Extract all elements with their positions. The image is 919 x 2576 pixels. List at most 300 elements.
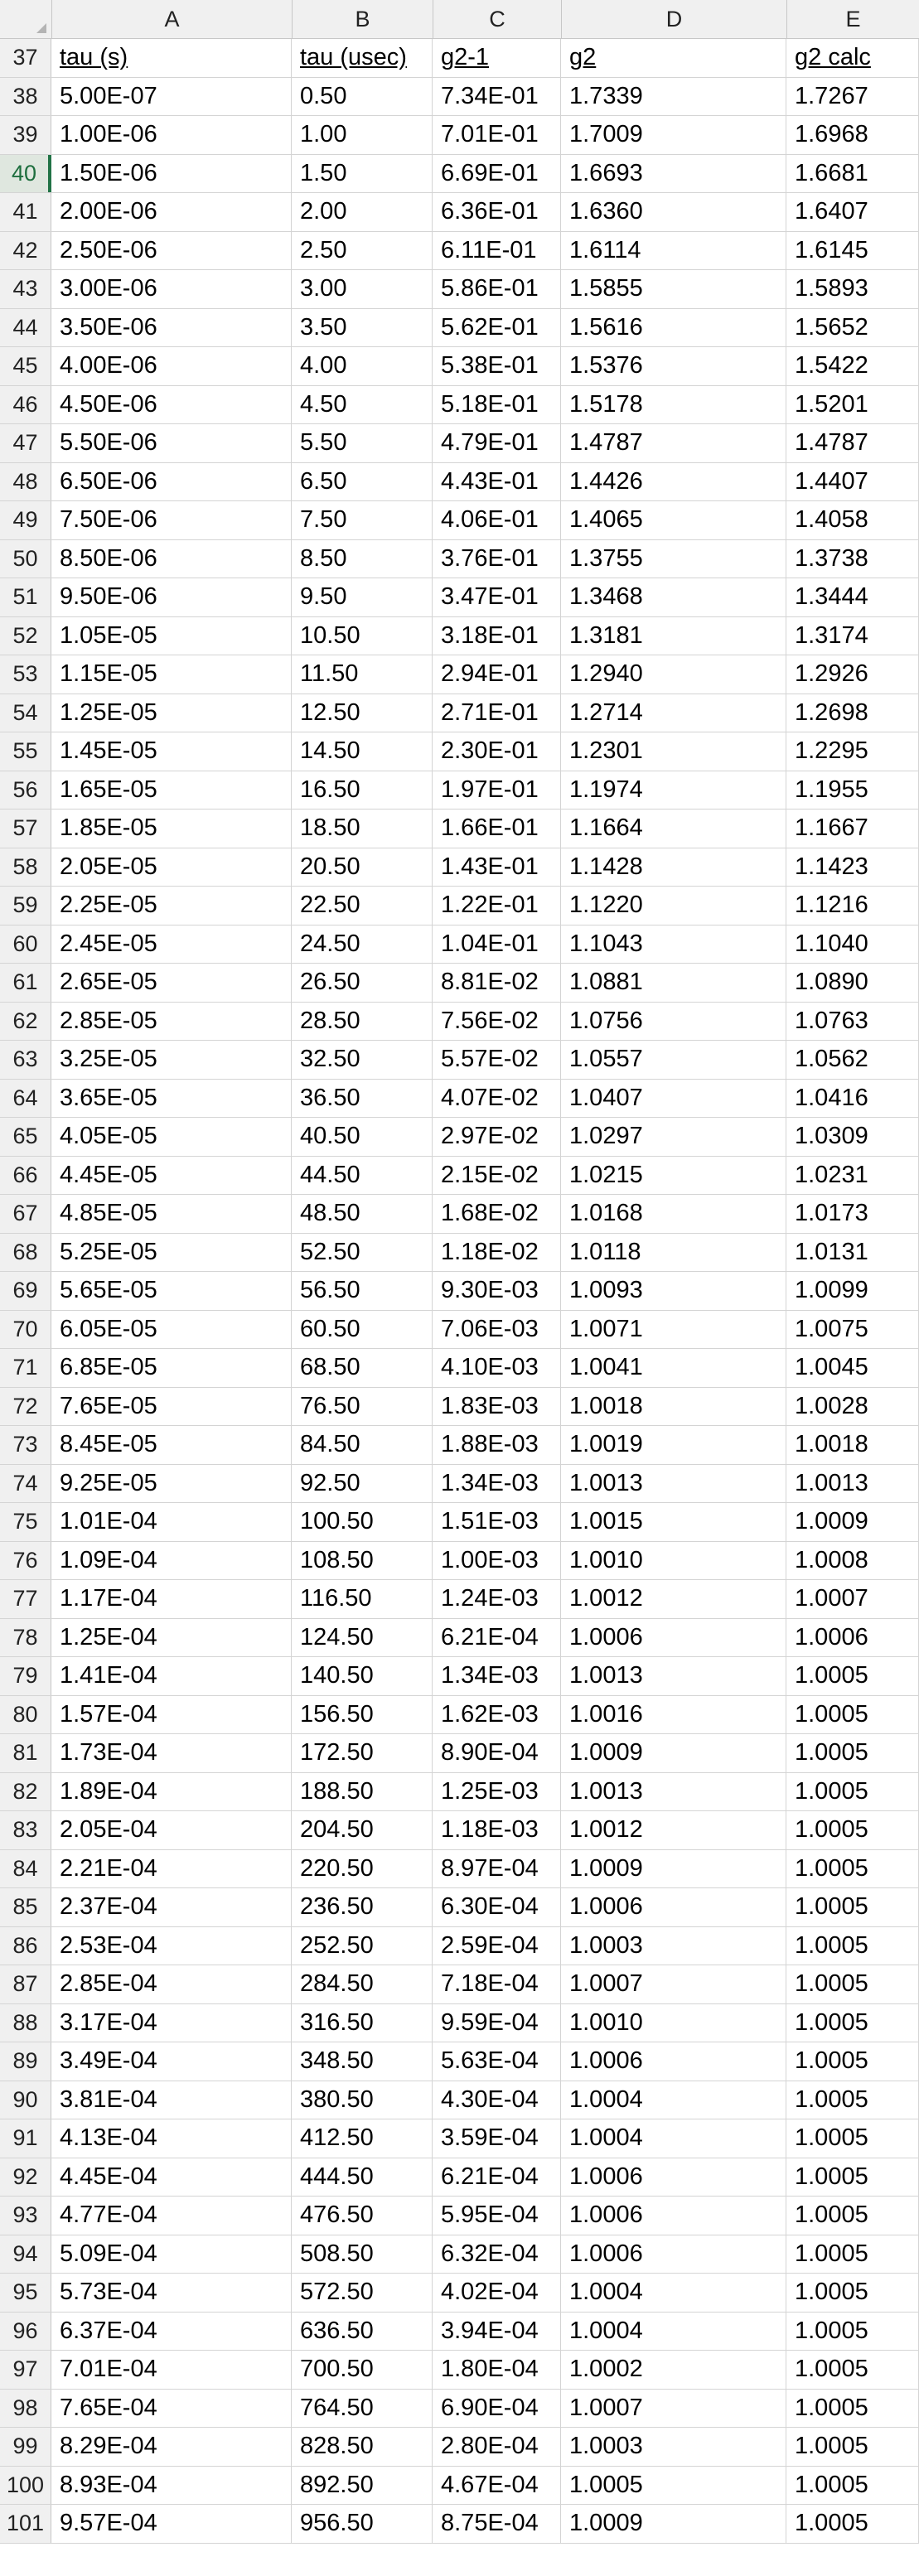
row-number[interactable]: 58 [0, 848, 51, 887]
cell-g2[interactable]: 1.7009 [561, 116, 786, 154]
row-number[interactable]: 100 [0, 2467, 51, 2505]
cell-g2-calc[interactable]: 1.6968 [786, 116, 919, 154]
cell-g2-calc[interactable]: 1.0005 [786, 2313, 919, 2351]
cell-g2-minus-1[interactable]: 2.94E-01 [433, 655, 561, 694]
row-number[interactable]: 48 [0, 463, 51, 501]
cell-tau-usec[interactable]: 892.50 [292, 2467, 433, 2505]
row-number[interactable]: 49 [0, 501, 51, 539]
cell-tau-s[interactable]: 1.85E-05 [51, 810, 292, 848]
cell-tau-s[interactable]: 2.85E-05 [51, 1003, 292, 1041]
cell-tau-usec[interactable]: 4.50 [292, 386, 433, 424]
cell-g2[interactable]: 1.0881 [561, 964, 786, 1002]
cell-tau-s[interactable]: 4.00E-06 [51, 347, 292, 385]
cell-tau-usec[interactable]: 956.50 [292, 2505, 433, 2543]
cell-tau-usec[interactable]: 188.50 [292, 1773, 433, 1811]
cell-tau-usec[interactable]: 12.50 [292, 694, 433, 732]
cell-tau-usec[interactable]: 2.00 [292, 193, 433, 231]
cell-g2-minus-1[interactable]: 6.21E-04 [433, 1619, 561, 1657]
cell-tau-s[interactable]: 1.17E-04 [51, 1580, 292, 1618]
cell-tau-usec[interactable]: 20.50 [292, 848, 433, 887]
row-number[interactable]: 65 [0, 1118, 51, 1156]
cell-tau-s[interactable]: 5.73E-04 [51, 2274, 292, 2312]
cell-tau-usec[interactable]: 3.50 [292, 309, 433, 347]
cell-g2[interactable]: 1.0006 [561, 1888, 786, 1926]
cell-g2[interactable]: 1.5616 [561, 309, 786, 347]
cell-tau-usec[interactable]: 1.00 [292, 116, 433, 154]
cell-tau-s[interactable]: 1.15E-05 [51, 655, 292, 694]
cell-tau-s[interactable]: 5.00E-07 [51, 78, 292, 116]
cell-tau-s[interactable]: 4.45E-04 [51, 2158, 292, 2197]
cell-g2-minus-1[interactable]: 3.18E-01 [433, 617, 561, 655]
cell-tau-s[interactable]: 4.77E-04 [51, 2197, 292, 2235]
column-header-e[interactable]: E [787, 0, 919, 38]
cell-g2[interactable]: 1.3181 [561, 617, 786, 655]
cell-g2-calc[interactable]: 1.1040 [786, 926, 919, 964]
cell-tau-usec[interactable]: 14.50 [292, 732, 433, 771]
cell-tau-usec[interactable]: 7.50 [292, 501, 433, 539]
cell-g2[interactable]: 1.0006 [561, 2197, 786, 2235]
row-number[interactable]: 68 [0, 1234, 51, 1272]
cell-g2-minus-1[interactable]: 3.94E-04 [433, 2313, 561, 2351]
cell-tau-usec[interactable]: 116.50 [292, 1580, 433, 1618]
cell-tau-s[interactable]: 2.37E-04 [51, 1888, 292, 1926]
cell-tau-usec[interactable]: 1.50 [292, 155, 433, 193]
cell-tau-usec[interactable]: 76.50 [292, 1388, 433, 1426]
cell-g2-minus-1[interactable]: 4.30E-04 [433, 2081, 561, 2119]
cell-g2-calc[interactable]: 1.5422 [786, 347, 919, 385]
cell-g2[interactable]: 1.0168 [561, 1195, 786, 1233]
cell-g2-minus-1[interactable]: 1.18E-02 [433, 1234, 561, 1272]
cell-tau-s[interactable]: 5.09E-04 [51, 2235, 292, 2274]
cell-g2[interactable]: 1.3468 [561, 578, 786, 616]
cell-tau-s[interactable]: 4.05E-05 [51, 1118, 292, 1156]
cell-g2-calc[interactable]: 1.0028 [786, 1388, 919, 1426]
cell-g2[interactable]: 1.0756 [561, 1003, 786, 1041]
cell-tau-s[interactable]: 1.25E-05 [51, 694, 292, 732]
cell-g2-minus-1[interactable]: 9.59E-04 [433, 2004, 561, 2042]
cell-g2-minus-1[interactable]: 1.66E-01 [433, 810, 561, 848]
cell-tau-usec[interactable]: 284.50 [292, 1965, 433, 2003]
cell-tau-s[interactable]: 8.93E-04 [51, 2467, 292, 2505]
cell-g2-calc[interactable]: 1.4058 [786, 501, 919, 539]
cell-header-tau-usec[interactable] [292, 39, 433, 77]
cell-tau-s[interactable]: 2.00E-06 [51, 193, 292, 231]
cell-tau-usec[interactable]: 476.50 [292, 2197, 433, 2235]
cell-tau-s[interactable]: 5.65E-05 [51, 1272, 292, 1310]
cell-tau-s[interactable]: 3.49E-04 [51, 2042, 292, 2081]
cell-tau-usec[interactable]: 92.50 [292, 1465, 433, 1503]
row-number[interactable]: 57 [0, 810, 51, 848]
cell-g2-calc[interactable]: 1.0005 [786, 1773, 919, 1811]
row-number[interactable]: 90 [0, 2081, 51, 2119]
cell-g2-calc[interactable]: 1.2295 [786, 732, 919, 771]
cell-g2[interactable]: 1.0557 [561, 1041, 786, 1079]
row-number[interactable]: 67 [0, 1195, 51, 1233]
row-number[interactable]: 96 [0, 2313, 51, 2351]
cell-g2-calc[interactable]: 1.0231 [786, 1157, 919, 1195]
cell-tau-s[interactable]: 8.45E-05 [51, 1426, 292, 1464]
cell-g2-minus-1[interactable]: 1.97E-01 [433, 771, 561, 810]
cell-tau-s[interactable]: 1.05E-05 [51, 617, 292, 655]
cell-g2-calc[interactable]: 1.6407 [786, 193, 919, 231]
cell-g2-calc[interactable]: 1.0045 [786, 1349, 919, 1387]
cell-g2[interactable]: 1.0007 [561, 1965, 786, 2003]
cell-g2-calc[interactable]: 1.0005 [786, 2081, 919, 2119]
cell-tau-s[interactable]: 6.50E-06 [51, 463, 292, 501]
cell-g2[interactable]: 1.0093 [561, 1272, 786, 1310]
cell-tau-s[interactable]: 5.25E-05 [51, 1234, 292, 1272]
cell-g2-calc[interactable]: 1.0099 [786, 1272, 919, 1310]
cell-tau-s[interactable]: 9.25E-05 [51, 1465, 292, 1503]
cell-g2-minus-1[interactable]: 8.81E-02 [433, 964, 561, 1002]
cell-g2-calc[interactable]: 1.0005 [786, 2119, 919, 2158]
cell-g2-minus-1[interactable]: 1.22E-01 [433, 887, 561, 925]
cell-g2-calc[interactable]: 1.7267 [786, 78, 919, 116]
cell-tau-s[interactable]: 7.65E-05 [51, 1388, 292, 1426]
cell-g2[interactable]: 1.0012 [561, 1811, 786, 1849]
cell-tau-s[interactable]: 4.50E-06 [51, 386, 292, 424]
cell-tau-s[interactable]: 3.25E-05 [51, 1041, 292, 1079]
row-number[interactable]: 92 [0, 2158, 51, 2197]
row-number[interactable]: 87 [0, 1965, 51, 2003]
column-header-b[interactable]: B [293, 0, 433, 38]
row-number[interactable]: 55 [0, 732, 51, 771]
cell-g2[interactable]: 1.0004 [561, 2313, 786, 2351]
cell-tau-s[interactable]: 3.17E-04 [51, 2004, 292, 2042]
cell-g2-minus-1[interactable]: 1.68E-02 [433, 1195, 561, 1233]
cell-tau-usec[interactable]: 84.50 [292, 1426, 433, 1464]
cell-g2[interactable]: 1.0006 [561, 2042, 786, 2081]
cell-tau-usec[interactable]: 108.50 [292, 1542, 433, 1580]
row-number[interactable]: 81 [0, 1734, 51, 1772]
cell-tau-s[interactable]: 6.37E-04 [51, 2313, 292, 2351]
cell-g2-calc[interactable]: 1.6681 [786, 155, 919, 193]
cell-tau-usec[interactable]: 26.50 [292, 964, 433, 1002]
cell-g2[interactable]: 1.2301 [561, 732, 786, 771]
row-number[interactable]: 99 [0, 2428, 51, 2466]
cell-g2-minus-1[interactable]: 8.75E-04 [433, 2505, 561, 2543]
cell-g2-calc[interactable]: 1.5201 [786, 386, 919, 424]
cell-g2[interactable]: 1.0297 [561, 1118, 786, 1156]
cell-g2[interactable]: 1.0006 [561, 1619, 786, 1657]
cell-g2-calc[interactable]: 1.0416 [786, 1080, 919, 1118]
cell-g2[interactable]: 1.1428 [561, 848, 786, 887]
cell-g2[interactable]: 1.0004 [561, 2274, 786, 2312]
cell-tau-usec[interactable]: 11.50 [292, 655, 433, 694]
cell-tau-usec[interactable]: 412.50 [292, 2119, 433, 2158]
cell-g2-calc[interactable]: 1.2926 [786, 655, 919, 694]
cell-tau-usec[interactable]: 0.50 [292, 78, 433, 116]
cell-g2-minus-1[interactable]: 4.79E-01 [433, 424, 561, 462]
cell-tau-s[interactable]: 2.21E-04 [51, 1850, 292, 1888]
cell-g2-calc[interactable]: 1.5893 [786, 270, 919, 308]
cell-g2-minus-1[interactable]: 5.57E-02 [433, 1041, 561, 1079]
cell-g2[interactable]: 1.0019 [561, 1426, 786, 1464]
cell-tau-s[interactable]: 1.09E-04 [51, 1542, 292, 1580]
row-number[interactable]: 41 [0, 193, 51, 231]
row-number[interactable]: 77 [0, 1580, 51, 1618]
cell-g2-calc[interactable]: 1.2698 [786, 694, 919, 732]
cell-g2-minus-1[interactable]: 7.18E-04 [433, 1965, 561, 2003]
row-number[interactable]: 76 [0, 1542, 51, 1580]
cell-g2[interactable]: 1.0407 [561, 1080, 786, 1118]
cell-g2-calc[interactable]: 1.4407 [786, 463, 919, 501]
cell-g2[interactable]: 1.3755 [561, 540, 786, 578]
cell-tau-usec[interactable]: 40.50 [292, 1118, 433, 1156]
cell-g2-minus-1[interactable]: 1.18E-03 [433, 1811, 561, 1849]
cell-tau-s[interactable]: 1.89E-04 [51, 1773, 292, 1811]
cell-g2-minus-1[interactable]: 4.10E-03 [433, 1349, 561, 1387]
cell-g2[interactable]: 1.0013 [561, 1773, 786, 1811]
cell-tau-usec[interactable]: 24.50 [292, 926, 433, 964]
row-number[interactable]: 46 [0, 386, 51, 424]
cell-tau-s[interactable]: 3.81E-04 [51, 2081, 292, 2119]
cell-g2[interactable]: 1.0071 [561, 1311, 786, 1349]
row-number[interactable]: 61 [0, 964, 51, 1002]
row-number[interactable]: 45 [0, 347, 51, 385]
cell-g2[interactable]: 1.0013 [561, 1657, 786, 1695]
cell-tau-s[interactable]: 2.05E-04 [51, 1811, 292, 1849]
row-number[interactable]: 74 [0, 1465, 51, 1503]
cell-g2-calc[interactable]: 1.0890 [786, 964, 919, 1002]
row-number[interactable]: 51 [0, 578, 51, 616]
cell-g2[interactable]: 1.0003 [561, 1927, 786, 1965]
cell-g2-calc[interactable]: 1.0005 [786, 2390, 919, 2428]
cell-g2-calc[interactable]: 1.0006 [786, 1619, 919, 1657]
cell-g2-calc[interactable]: 1.0005 [786, 1888, 919, 1926]
cell-g2[interactable]: 1.0015 [561, 1503, 786, 1541]
cell-g2-minus-1[interactable]: 1.62E-03 [433, 1696, 561, 1734]
row-number[interactable]: 56 [0, 771, 51, 810]
cell-g2[interactable]: 1.0002 [561, 2351, 786, 2389]
cell-tau-usec[interactable]: 124.50 [292, 1619, 433, 1657]
cell-tau-s[interactable]: 4.85E-05 [51, 1195, 292, 1233]
cell-tau-usec[interactable]: 10.50 [292, 617, 433, 655]
cell-g2-calc[interactable]: 1.0018 [786, 1426, 919, 1464]
cell-g2-minus-1[interactable]: 4.67E-04 [433, 2467, 561, 2505]
cell-g2-minus-1[interactable]: 1.83E-03 [433, 1388, 561, 1426]
cell-g2-calc[interactable]: 1.0005 [786, 1696, 919, 1734]
select-all-corner[interactable] [0, 0, 52, 38]
cell-g2[interactable]: 1.0018 [561, 1388, 786, 1426]
cell-g2-minus-1[interactable]: 3.47E-01 [433, 578, 561, 616]
cell-tau-s[interactable]: 1.73E-04 [51, 1734, 292, 1772]
cell-g2-calc[interactable]: 1.4787 [786, 424, 919, 462]
cell-tau-s[interactable]: 2.65E-05 [51, 964, 292, 1002]
row-number[interactable]: 98 [0, 2390, 51, 2428]
cell-tau-s[interactable]: 1.41E-04 [51, 1657, 292, 1695]
cell-g2-minus-1[interactable]: 5.86E-01 [433, 270, 561, 308]
cell-tau-usec[interactable]: 68.50 [292, 1349, 433, 1387]
cell-g2[interactable]: 1.0007 [561, 2390, 786, 2428]
cell-g2[interactable]: 1.0016 [561, 1696, 786, 1734]
cell-tau-usec[interactable]: 56.50 [292, 1272, 433, 1310]
row-number[interactable]: 52 [0, 617, 51, 655]
row-number[interactable]: 39 [0, 116, 51, 154]
row-number[interactable]: 71 [0, 1349, 51, 1387]
row-number[interactable]: 64 [0, 1080, 51, 1118]
column-header-c[interactable]: C [433, 0, 562, 38]
cell-tau-s[interactable]: 8.29E-04 [51, 2428, 292, 2466]
cell-tau-usec[interactable]: 572.50 [292, 2274, 433, 2312]
cell-tau-usec[interactable]: 8.50 [292, 540, 433, 578]
cell-g2-calc[interactable]: 1.0005 [786, 2158, 919, 2197]
cell-tau-s[interactable]: 2.50E-06 [51, 232, 292, 270]
cell-g2-minus-1[interactable]: 5.18E-01 [433, 386, 561, 424]
cell-g2-minus-1[interactable]: 2.80E-04 [433, 2428, 561, 2466]
cell-tau-usec[interactable]: 828.50 [292, 2428, 433, 2466]
row-number[interactable]: 83 [0, 1811, 51, 1849]
cell-tau-usec[interactable]: 4.00 [292, 347, 433, 385]
cell-tau-s[interactable]: 7.65E-04 [51, 2390, 292, 2428]
cell-tau-s[interactable]: 9.57E-04 [51, 2505, 292, 2543]
cell-g2-minus-1[interactable]: 6.69E-01 [433, 155, 561, 193]
row-number[interactable]: 89 [0, 2042, 51, 2081]
cell-g2-minus-1[interactable]: 1.80E-04 [433, 2351, 561, 2389]
row-number[interactable]: 66 [0, 1157, 51, 1195]
row-number[interactable]: 94 [0, 2235, 51, 2274]
cell-g2[interactable]: 1.0004 [561, 2081, 786, 2119]
cell-g2-calc[interactable]: 1.0131 [786, 1234, 919, 1272]
cell-tau-usec[interactable]: 44.50 [292, 1157, 433, 1195]
row-number[interactable]: 40 [0, 155, 51, 193]
column-header-a[interactable]: A [52, 0, 293, 38]
cell-g2-minus-1[interactable]: 3.59E-04 [433, 2119, 561, 2158]
cell-g2[interactable]: 1.0010 [561, 2004, 786, 2042]
row-number[interactable]: 63 [0, 1041, 51, 1079]
cell-g2-minus-1[interactable]: 2.71E-01 [433, 694, 561, 732]
cell-g2-minus-1[interactable]: 6.30E-04 [433, 1888, 561, 1926]
cell-g2[interactable]: 1.0004 [561, 2119, 786, 2158]
cell-tau-s[interactable]: 1.50E-06 [51, 155, 292, 193]
cell-g2-minus-1[interactable]: 2.97E-02 [433, 1118, 561, 1156]
cell-tau-usec[interactable]: 52.50 [292, 1234, 433, 1272]
cell-g2-minus-1[interactable]: 5.63E-04 [433, 2042, 561, 2081]
cell-tau-usec[interactable]: 32.50 [292, 1041, 433, 1079]
cell-tau-usec[interactable]: 48.50 [292, 1195, 433, 1233]
cell-g2-minus-1[interactable]: 6.11E-01 [433, 232, 561, 270]
row-number[interactable]: 95 [0, 2274, 51, 2312]
cell-tau-usec[interactable]: 764.50 [292, 2390, 433, 2428]
cell-g2-calc[interactable]: 1.0173 [786, 1195, 919, 1233]
cell-tau-usec[interactable]: 204.50 [292, 1811, 433, 1849]
cell-tau-usec[interactable]: 316.50 [292, 2004, 433, 2042]
cell-g2[interactable]: 1.6360 [561, 193, 786, 231]
cell-g2[interactable]: 1.1220 [561, 887, 786, 925]
cell-g2-calc[interactable]: 1.3444 [786, 578, 919, 616]
cell-g2-calc[interactable]: 1.0005 [786, 2042, 919, 2081]
cell-tau-s[interactable]: 2.85E-04 [51, 1965, 292, 2003]
cell-tau-usec[interactable]: 3.00 [292, 270, 433, 308]
cell-tau-s[interactable]: 2.25E-05 [51, 887, 292, 925]
cell-g2[interactable]: 1.0006 [561, 2235, 786, 2274]
cell-tau-s[interactable]: 1.65E-05 [51, 771, 292, 810]
cell-header-g2-calc[interactable] [786, 39, 919, 77]
cell-tau-s[interactable]: 7.01E-04 [51, 2351, 292, 2389]
cell-g2[interactable]: 1.0005 [561, 2467, 786, 2505]
cell-g2-minus-1[interactable]: 4.43E-01 [433, 463, 561, 501]
cell-g2[interactable]: 1.0009 [561, 1734, 786, 1772]
cell-g2[interactable]: 1.4065 [561, 501, 786, 539]
row-number[interactable]: 75 [0, 1503, 51, 1541]
cell-g2-minus-1[interactable]: 2.30E-01 [433, 732, 561, 771]
cell-g2[interactable]: 1.0003 [561, 2428, 786, 2466]
cell-g2-calc[interactable]: 1.1667 [786, 810, 919, 848]
cell-g2-minus-1[interactable]: 1.34E-03 [433, 1465, 561, 1503]
cell-g2-calc[interactable]: 1.0005 [786, 1850, 919, 1888]
cell-g2-calc[interactable]: 1.0309 [786, 1118, 919, 1156]
cell-g2-calc[interactable]: 1.3738 [786, 540, 919, 578]
cell-tau-s[interactable]: 4.45E-05 [51, 1157, 292, 1195]
cell-tau-usec[interactable]: 28.50 [292, 1003, 433, 1041]
cell-tau-s[interactable]: 1.45E-05 [51, 732, 292, 771]
cell-g2-calc[interactable]: 1.0005 [786, 1927, 919, 1965]
cell-tau-usec[interactable]: 60.50 [292, 1311, 433, 1349]
cell-g2-calc[interactable]: 1.0013 [786, 1465, 919, 1503]
cell-tau-s[interactable]: 8.50E-06 [51, 540, 292, 578]
cell-g2[interactable]: 1.5376 [561, 347, 786, 385]
cell-tau-s[interactable]: 6.05E-05 [51, 1311, 292, 1349]
cell-g2-minus-1[interactable]: 1.51E-03 [433, 1503, 561, 1541]
cell-tau-s[interactable]: 4.13E-04 [51, 2119, 292, 2158]
row-number[interactable]: 60 [0, 926, 51, 964]
cell-tau-s[interactable]: 3.50E-06 [51, 309, 292, 347]
cell-g2-minus-1[interactable]: 4.02E-04 [433, 2274, 561, 2312]
row-number[interactable]: 72 [0, 1388, 51, 1426]
cell-tau-s[interactable]: 3.00E-06 [51, 270, 292, 308]
row-number[interactable]: 69 [0, 1272, 51, 1310]
cell-g2-calc[interactable]: 1.1955 [786, 771, 919, 810]
cell-tau-s[interactable]: 1.01E-04 [51, 1503, 292, 1541]
cell-tau-usec[interactable]: 22.50 [292, 887, 433, 925]
row-number[interactable]: 54 [0, 694, 51, 732]
cell-tau-s[interactable]: 7.50E-06 [51, 501, 292, 539]
row-number[interactable]: 43 [0, 270, 51, 308]
cell-g2-calc[interactable]: 1.1216 [786, 887, 919, 925]
cell-g2[interactable]: 1.0215 [561, 1157, 786, 1195]
cell-g2-minus-1[interactable]: 8.90E-04 [433, 1734, 561, 1772]
cell-tau-s[interactable]: 1.25E-04 [51, 1619, 292, 1657]
cell-tau-usec[interactable]: 9.50 [292, 578, 433, 616]
cell-g2-minus-1[interactable]: 3.76E-01 [433, 540, 561, 578]
cell-g2-minus-1[interactable]: 6.36E-01 [433, 193, 561, 231]
cell-g2-minus-1[interactable]: 7.34E-01 [433, 78, 561, 116]
column-header-d[interactable]: D [562, 0, 787, 38]
cell-g2-calc[interactable]: 1.0763 [786, 1003, 919, 1041]
cell-g2-calc[interactable]: 1.0005 [786, 2235, 919, 2274]
cell-g2-minus-1[interactable]: 5.95E-04 [433, 2197, 561, 2235]
cell-g2-minus-1[interactable]: 4.06E-01 [433, 501, 561, 539]
cell-tau-s[interactable]: 3.65E-05 [51, 1080, 292, 1118]
cell-g2-calc[interactable]: 1.0005 [786, 2467, 919, 2505]
cell-tau-usec[interactable]: 236.50 [292, 1888, 433, 1926]
cell-tau-s[interactable]: 1.57E-04 [51, 1696, 292, 1734]
cell-tau-usec[interactable]: 36.50 [292, 1080, 433, 1118]
cell-header-g2[interactable] [561, 39, 786, 77]
cell-g2[interactable]: 1.0010 [561, 1542, 786, 1580]
cell-tau-s[interactable]: 5.50E-06 [51, 424, 292, 462]
cell-g2-minus-1[interactable]: 6.21E-04 [433, 2158, 561, 2197]
cell-g2-calc[interactable]: 1.0007 [786, 1580, 919, 1618]
row-number[interactable]: 86 [0, 1927, 51, 1965]
row-number[interactable]: 59 [0, 887, 51, 925]
row-number[interactable]: 101 [0, 2505, 51, 2543]
row-number[interactable]: 78 [0, 1619, 51, 1657]
cell-g2-minus-1[interactable]: 7.01E-01 [433, 116, 561, 154]
cell-g2-calc[interactable]: 1.6145 [786, 232, 919, 270]
cell-g2-minus-1[interactable]: 1.24E-03 [433, 1580, 561, 1618]
cell-g2-calc[interactable]: 1.0005 [786, 2274, 919, 2312]
